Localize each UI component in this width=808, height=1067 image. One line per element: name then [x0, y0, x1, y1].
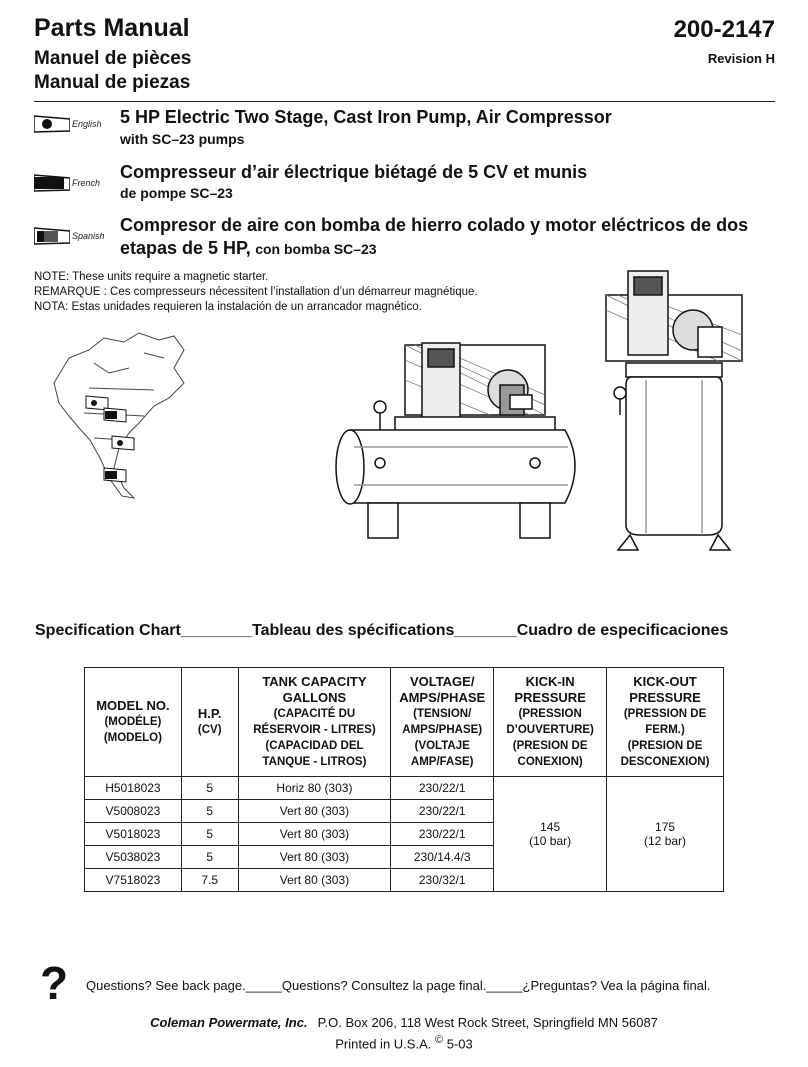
cell-kickin-pressure: 145 (10 bar)	[494, 777, 607, 892]
cell-tank: Vert 80 (303)	[238, 846, 391, 869]
spec-chart-heading: Specification Chart________Tableau des spécifications_______Cuadro de especificaciones	[35, 622, 729, 639]
cell-hp: 5	[181, 846, 238, 869]
header-rule	[34, 101, 775, 102]
table-header-row	[85, 668, 724, 777]
lang-row-spanish	[34, 226, 112, 246]
cell-tank: Horiz 80 (303)	[238, 777, 391, 800]
col-header-tank: TANK CAPACITY GALLONS (CAPACITÉ DU RÉSERVOIR - LITRES) (CAPACIDAD DEL TANQUE - LITROS)	[238, 668, 391, 777]
print-date: 5-03	[446, 1036, 473, 1052]
english-flag-icon: English	[34, 114, 112, 134]
product-subtitle-fr: de pompe SC–23	[120, 185, 233, 201]
vertical-compressor-illustration	[598, 265, 748, 557]
product-title-en: 5 HP Electric Two Stage, Cast Iron Pump, Air Compressor	[120, 107, 612, 127]
cell-model: V5008023	[85, 800, 182, 823]
col-header-model: MODEL NO. (MODÉLE) (MODELO)	[85, 668, 182, 777]
questions-text: Questions? See back page._____Questions? Consultez la page final._____¿Preguntas? Vea la página final.	[86, 978, 711, 993]
lang-row-english	[34, 114, 112, 134]
col-header-hp: H.P. (CV)	[181, 668, 238, 777]
note-en: NOTE: These units require a magnetic starter.	[34, 271, 269, 283]
cell-hp: 7.5	[181, 869, 238, 892]
cell-hp: 5	[181, 777, 238, 800]
revision: Revision H	[707, 51, 775, 66]
cell-hp: 5	[181, 800, 238, 823]
notes-block	[34, 270, 478, 315]
col-header-kickin: KICK-IN PRESSURE (PRESSION D’OUVERTURE) (PRESION DE CONEXION)	[494, 668, 607, 777]
cell-tank: Vert 80 (303)	[238, 800, 391, 823]
footer-printed-line	[0, 1034, 808, 1051]
cell-voltage: 230/22/1	[391, 800, 494, 823]
cell-tank: Vert 80 (303)	[238, 823, 391, 846]
printed-in: Printed in U.S.A.	[335, 1036, 432, 1052]
company-name: Coleman Powermate, Inc.	[150, 1015, 308, 1030]
cell-voltage: 230/14.4/3	[391, 846, 494, 869]
lang-row-french	[34, 173, 112, 193]
footer-address-line	[0, 1015, 808, 1030]
french-flag-icon: French	[34, 173, 112, 193]
cell-kickout-pressure: 175 (12 bar)	[607, 777, 724, 892]
specification-table	[84, 667, 724, 892]
company-address: P.O. Box 206, 118 West Rock Street, Springfield MN 56087	[317, 1015, 658, 1030]
cell-tank: Vert 80 (303)	[238, 869, 391, 892]
note-fr: REMARQUE : Ces compresseurs nécessitent l’installation d’un démarreur magnétique.	[34, 286, 478, 298]
cell-model: V5038023	[85, 846, 182, 869]
north-america-map-illustration	[34, 328, 204, 503]
title-en: Parts Manual	[34, 14, 190, 42]
copyright-symbol: ©	[434, 1034, 444, 1046]
product-title-es-line1: Compresor de aire con bomba de hierro colado y motor eléctricos de dos	[120, 215, 749, 235]
cell-voltage: 230/22/1	[391, 777, 494, 800]
product-title-es-line2: etapas de 5 HP, con bomba SC–23	[120, 238, 377, 258]
question-mark-icon: ?	[40, 957, 69, 1009]
spanish-flag-icon: Spanish	[34, 226, 112, 246]
cell-model: H5018023	[85, 777, 182, 800]
col-header-kickout: KICK-OUT PRESSURE (PRESSION DE FERM.) (PRESION DE DESCONEXION)	[607, 668, 724, 777]
table-row	[85, 777, 724, 800]
cell-model: V7518023	[85, 869, 182, 892]
product-title-fr: Compresseur d’air électrique biétagé de 5 CV et munis	[120, 162, 588, 182]
title-fr: Manuel de pièces	[34, 48, 192, 69]
col-header-voltage: VOLTAGE/ AMPS/PHASE (TENSION/ AMPS/PHASE) (VOLTAJE AMP/FASE)	[391, 668, 494, 777]
cell-voltage: 230/22/1	[391, 823, 494, 846]
cell-voltage: 230/32/1	[391, 869, 494, 892]
cell-model: V5018023	[85, 823, 182, 846]
document-number: 200-2147	[673, 16, 775, 43]
note-es: NOTA: Estas unidades requieren la instalación de un arrancador magnético.	[34, 301, 422, 313]
horizontal-compressor-illustration	[330, 335, 590, 555]
title-es: Manual de piezas	[34, 72, 191, 93]
cell-hp: 5	[181, 823, 238, 846]
product-subtitle-en: with SC–23 pumps	[120, 131, 245, 147]
